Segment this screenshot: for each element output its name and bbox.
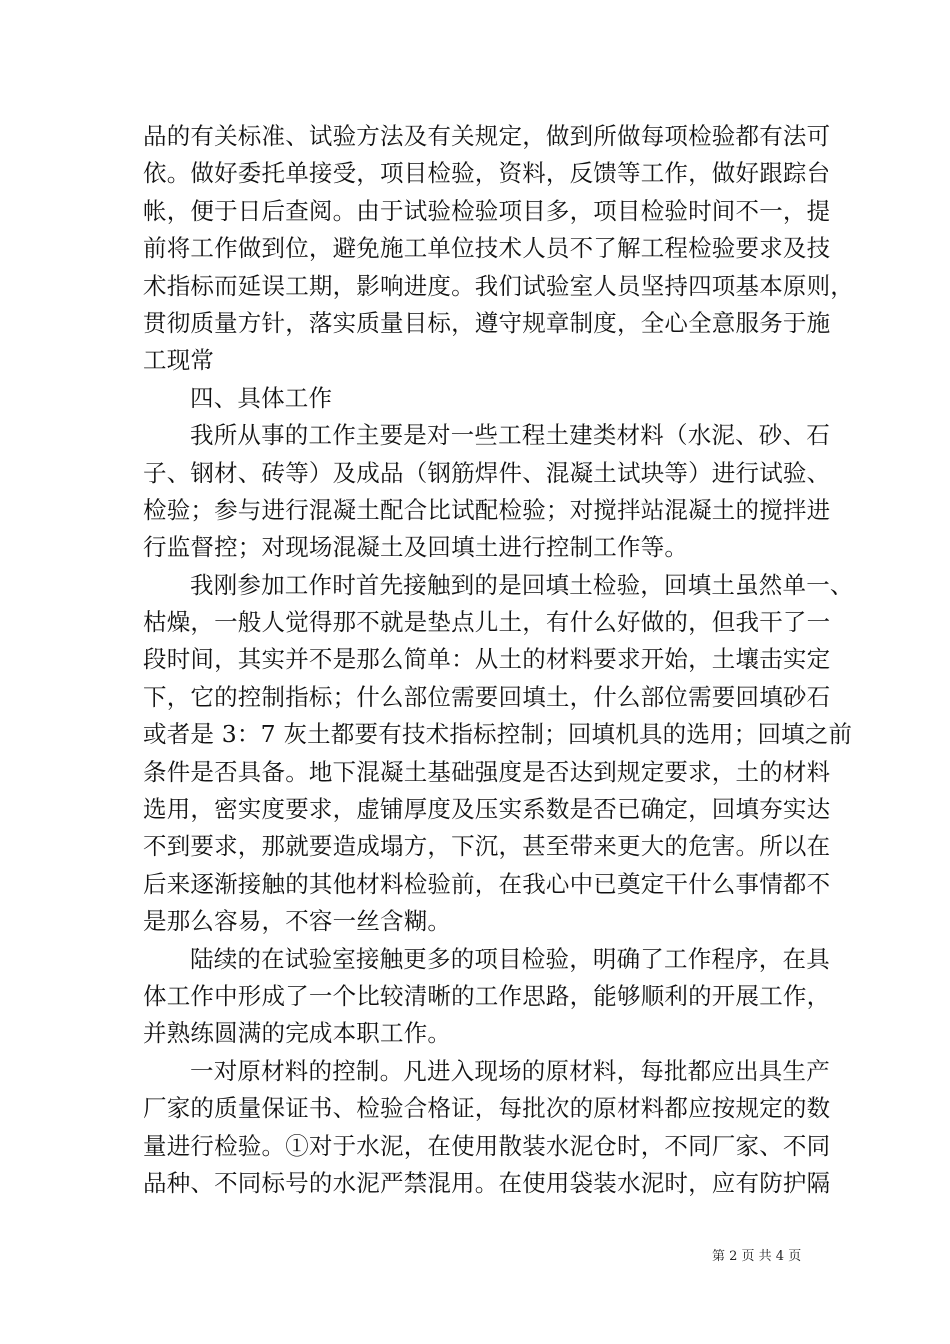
text-line: 术指标而延误工期，影响进度。我们试验室人员坚持四项基本原则， [143, 271, 854, 300]
text-line: 四、具体工作 [190, 383, 333, 412]
text-line: 我刚参加工作时首先接触到的是回填土检验，回填土虽然单一、 [190, 570, 854, 599]
text-line: 选用，密实度要求，虚铺厚度及压实系数是否已确定，回填夯实达 [143, 795, 831, 824]
text-line: 后来逐渐接触的其他材料检验前，在我心中已奠定干什么事情都不 [143, 869, 831, 898]
text-line: 一对原材料的控制。凡进入现场的原材料，每批都应出具生产 [190, 1056, 830, 1085]
text-line: 条件是否具备。地下混凝土基础强度是否达到规定要求，土的材料 [143, 757, 831, 786]
text-line: 枯燥，一般人觉得那不就是垫点儿土，有什么好做的，但我干了一 [143, 608, 831, 637]
text-line: 量进行检验。①对于水泥，在使用散装水泥仓时，不同厂家、不同 [143, 1131, 831, 1160]
text-line: 帐，便于日后查阅。由于试验检验项目多，项目检验时间不一，提 [143, 196, 831, 225]
text-line: 并熟练圆满的完成本职工作。 [143, 1019, 452, 1048]
text-line: 是那么容易，不容一丝含糊。 [143, 907, 452, 936]
text-line: 段时间，其实并不是那么简单：从土的材料要求开始，土壤击实定 [143, 645, 831, 674]
text-line: 品的有关标准、试验方法及有关规定，做到所做每项检验都有法可 [143, 122, 831, 150]
text-line: 陆续的在试验室接触更多的项目检验，明确了工作程序，在具 [190, 944, 830, 973]
page-footer: 第 2 页 共 4 页 [712, 1249, 802, 1264]
text-line: 贯彻质量方针，落实质量目标，遵守规章制度，全心全意服务于施 [143, 308, 831, 337]
text-line: 我所从事的工作主要是对一些工程土建类材料（水泥、砂、石 [190, 421, 830, 450]
text-line: 体工作中形成了一个比较清晰的工作思路，能够顺利的开展工作， [143, 981, 831, 1010]
text-line: 或者是 3：7 灰土都要有技术指标控制；回填机具的选用；回填之前 [143, 720, 853, 749]
text-line: 子、钢材、砖等）及成品（钢筋焊件、混凝土试块等）进行试验、 [143, 458, 831, 487]
text-line: 下，它的控制指标；什么部位需要回填土，什么部位需要回填砂石 [143, 682, 831, 711]
body-text [143, 118, 854, 1202]
text-line: 厂家的质量保证书、检验合格证，每批次的原材料都应按规定的数 [143, 1094, 831, 1123]
text-line: 不到要求，那就要造成塌方，下沉，甚至带来更大的危害。所以在 [143, 832, 831, 861]
text-line: 工现常 [143, 346, 215, 375]
text-line: 行监督控；对现场混凝土及回填土进行控制工作等。 [143, 533, 689, 562]
text-line: 品种、不同标号的水泥严禁混用。在使用袋装水泥时，应有防护隔 [143, 1168, 831, 1197]
text-line: 检验；参与进行混凝土配合比试配检验；对搅拌站混凝土的搅拌进 [143, 495, 831, 524]
text-line: 前将工作做到位，避免施工单位技术人员不了解工程检验要求及技 [143, 234, 831, 263]
text-line: 依。做好委托单接受，项目检验，资料，反馈等工作，做好跟踪台 [143, 159, 831, 188]
